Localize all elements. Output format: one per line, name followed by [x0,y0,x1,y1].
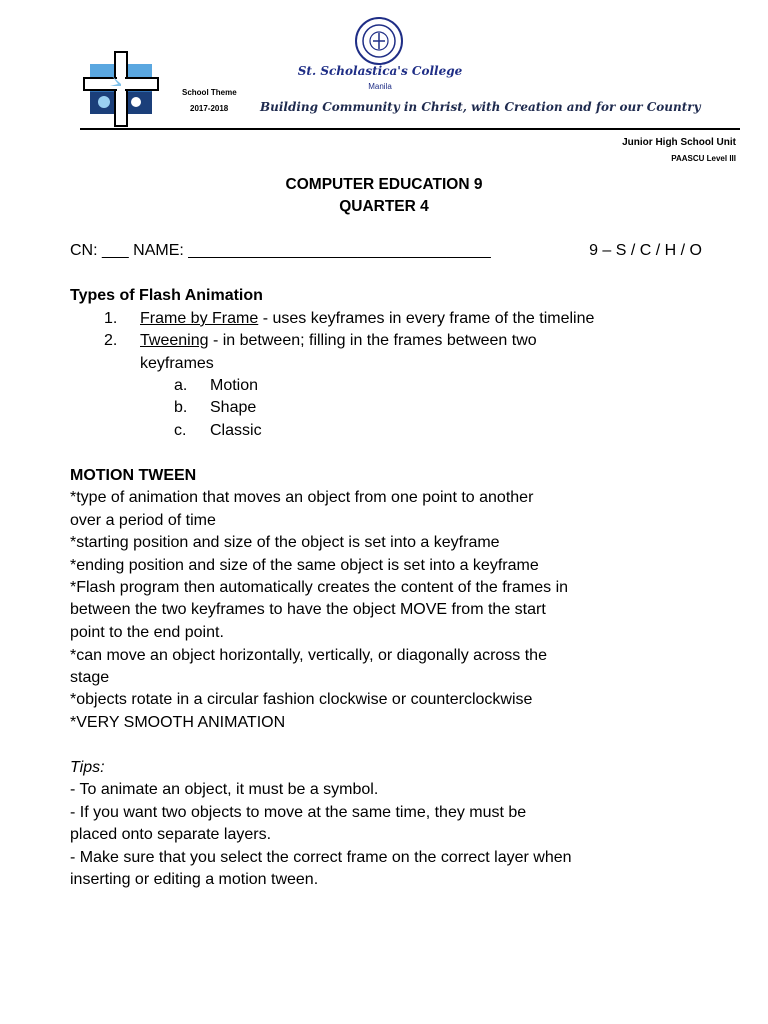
list-number: 2. [104,332,118,349]
body-line: *starting position and size of the object is set into a keyframe [70,534,500,551]
sublist-letter: b. [174,399,188,416]
term-description: - in between; filling in the frames between two [208,332,537,349]
types-heading: Types of Flash Animation [70,287,263,304]
document-title: COMPUTER EDUCATION 9 [285,176,483,193]
list-item [140,310,594,328]
body-line: *can move an object horizontally, vertically, or diagonally across the [70,647,547,664]
tip-line: - If you want two objects to move at the same time, they must be [70,804,527,821]
college-city: Manila [368,82,392,91]
sublist-item: Motion [210,377,259,394]
tip-line: - To animate an object, it must be a symbol. [70,781,379,798]
school-theme-label: School Theme [182,88,237,97]
tip-line: placed onto separate layers. [70,826,272,843]
accreditation-level: PAASCU Level III [671,154,736,163]
college-seal [354,16,404,66]
body-line: *objects rotate in a circular fashion clockwise or counterclockwise [70,691,533,708]
school-unit: Junior High School Unit [622,137,736,148]
school-year: 2017-2018 [190,104,229,113]
body-line: between the two keyframes to have the object MOVE from the start [70,601,546,618]
section-options: 9 – S / C / H / O [589,242,702,259]
tips-heading: Tips: [70,759,105,776]
sublist-letter: c. [174,422,187,439]
college-name: St. Scholastica's College [297,64,463,78]
header-divider [80,128,740,130]
body-line: point to the end point. [70,624,224,641]
term-description: - uses keyframes in every frame of the timeline [258,310,595,327]
body-line: stage [70,669,110,686]
school-logo [82,50,160,128]
term-tweening: Tweening [140,332,209,349]
term-description-continued: keyframes [140,355,214,372]
list-item [140,332,537,350]
body-line: *type of animation that moves an object from one point to another [70,489,534,506]
tip-line: inserting or editing a motion tween. [70,871,319,888]
body-line: *Flash program then automatically creates the content of the frames in [70,579,569,596]
term-frame-by-frame: Frame by Frame [140,310,259,327]
sublist-item: Classic [210,422,262,439]
body-line: *VERY SMOOTH ANIMATION [70,714,286,731]
motion-tween-heading: MOTION TWEEN [70,467,197,484]
body-line: over a period of time [70,512,216,529]
cn-name-blank: CN: ___ NAME: __________________________________ [70,242,491,259]
sublist-letter: a. [174,377,188,394]
tip-line: - Make sure that you select the correct frame on the correct layer when [70,849,572,866]
document-subtitle: QUARTER 4 [339,198,429,215]
student-info-line [70,242,702,260]
school-theme-text: Building Community in Christ, with Creation and for our Country [260,100,701,114]
sublist-item: Shape [210,399,257,416]
body-line: *ending position and size of the same object is set into a keyframe [70,557,539,574]
list-number: 1. [104,310,118,327]
